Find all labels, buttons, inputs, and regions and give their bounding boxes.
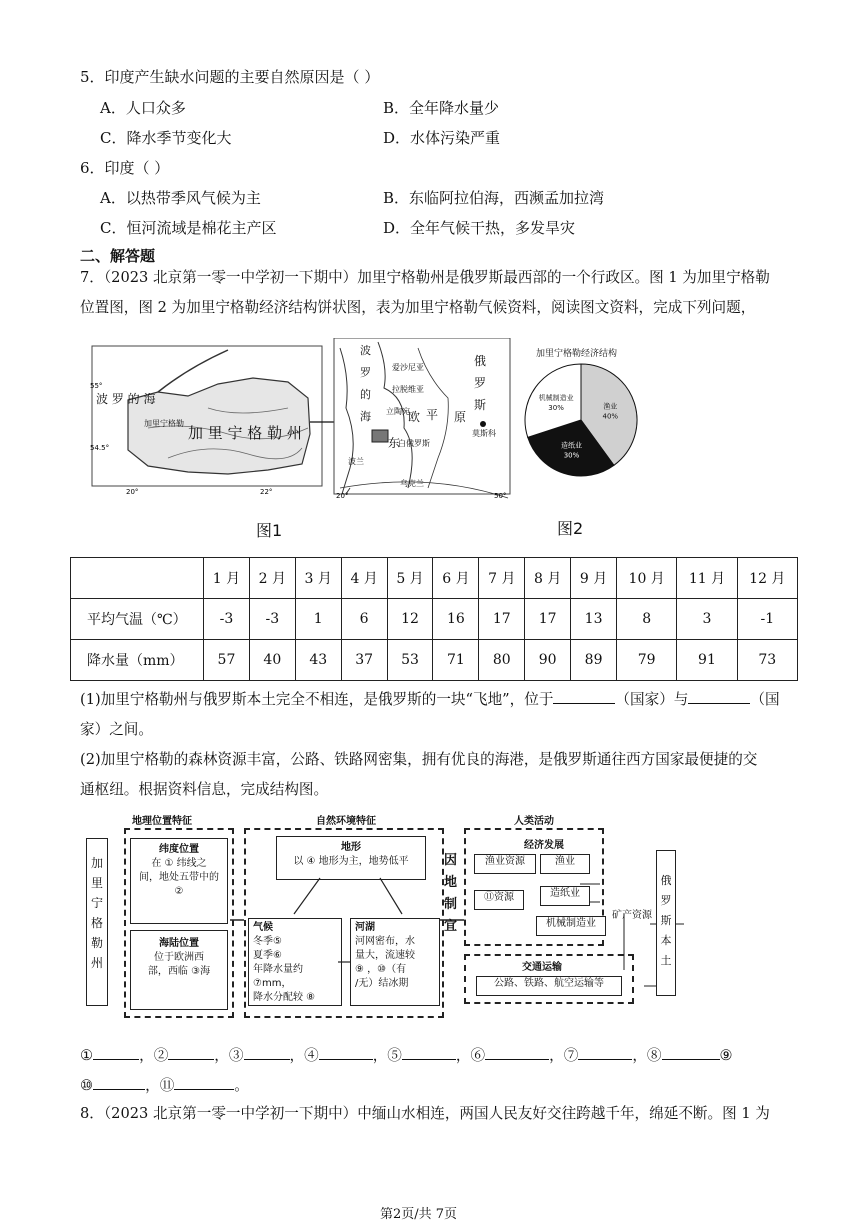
precip-cell: 91 — [677, 640, 737, 681]
month-header: 3 月 — [295, 558, 341, 599]
diagram-arrows — [84, 810, 784, 1020]
answer-label: ，④ — [289, 1047, 319, 1064]
map2-sea-char: 波 — [360, 344, 371, 357]
map2-russia-char: 罗 — [474, 376, 487, 390]
temp-cell: 6 — [341, 599, 387, 640]
adapt-label — [444, 850, 460, 938]
answer-label: ，⑪ — [145, 1077, 175, 1094]
answer-blank-7[interactable] — [578, 1045, 632, 1060]
answer-blank-1[interactable] — [93, 1045, 139, 1060]
table-row-temperature — [71, 599, 798, 640]
answer-label: ，⑦ — [549, 1047, 579, 1064]
map1-city-label: 加里宁格勒 — [144, 419, 184, 428]
q5-stem: 5．印度产生缺水问题的主要自然原因是（ ） — [80, 68, 380, 86]
map2-russia-char: 俄 — [474, 354, 487, 368]
precip-cell: 73 — [737, 640, 797, 681]
map2-country-estonia: 爱沙尼亚 — [392, 363, 424, 372]
resource11-box: ⑪资源 — [474, 890, 524, 910]
sub1-line2: 家）之间。 — [80, 721, 153, 738]
side-char: 州 — [90, 956, 103, 970]
answer-blank-3[interactable] — [244, 1045, 290, 1060]
temperature-label: 平均气温（℃） — [71, 599, 204, 640]
answer-label: 。 — [234, 1077, 249, 1094]
answer-blank-11[interactable] — [174, 1075, 234, 1090]
adapt-char: 制 — [444, 897, 458, 912]
map2-country-lithuania: 立陶宛 — [386, 407, 410, 416]
side-char: 里 — [90, 876, 103, 890]
fishery-box: 渔业 — [540, 854, 590, 874]
russia-char: 斯 — [660, 914, 672, 927]
sub1-text-b: （国家）与 — [615, 691, 689, 708]
q7-intro-line2: 位置图，图 2 为加里宁格勒经济结构饼状图，表为加里宁格勒气候资料，阅读图文资料，完成下列问题， — [80, 299, 756, 316]
sub1-line1 — [80, 688, 780, 709]
table-row-precipitation — [71, 640, 798, 681]
q6-option-b: B．东临阿拉伯海，西濒孟加拉湾 — [383, 189, 605, 207]
latitude-line: 间，地处五带中的 — [139, 872, 219, 883]
temp-cell: -3 — [204, 599, 250, 640]
map2-country-ukraine: 乌克兰 — [400, 479, 424, 488]
climate-line: 冬季⑤ — [253, 936, 282, 947]
figure1-maps — [88, 338, 516, 500]
q6-option-d: D．全年气候干热，多发旱灾 — [383, 219, 576, 237]
map1-lat-55: 55° — [90, 382, 103, 390]
map2-lon-50: 50° — [494, 492, 507, 500]
answer-label: ⑩ — [80, 1077, 94, 1094]
q5-option-a: A．人口众多 — [100, 99, 186, 117]
page-footer: 第2页/共 7页 — [380, 1207, 458, 1222]
terrain-text: 以 ④ 地形为主，地势低平 — [293, 856, 409, 867]
temp-cell: 12 — [387, 599, 433, 640]
pie-pct-1: 30% — [563, 451, 580, 460]
figure1-caption: 图1 — [256, 521, 283, 540]
sub1-text-c: （国 — [750, 691, 780, 708]
answer-blank-2[interactable] — [168, 1045, 214, 1060]
landsea-title: 海陆位置 — [159, 938, 199, 949]
month-header: 11 月 — [677, 558, 737, 599]
temp-cell: 3 — [677, 599, 737, 640]
answer-label: ⑨ — [719, 1047, 733, 1064]
side-char: 宁 — [90, 896, 103, 910]
q7-intro-line1: 7．（2023 北京第一零一中学初一下期中）加里宁格勒州是俄罗斯最西部的一个行政区。图 1 为加里宁格勒 — [80, 269, 770, 286]
map2-plain-char: 欧 — [408, 410, 421, 424]
map1-region-label: 加 里 宁 格 勒 州 — [188, 424, 302, 442]
table-corner-cell — [71, 558, 204, 599]
answer-blank-10[interactable] — [93, 1075, 145, 1090]
side-char: 加 — [90, 856, 103, 870]
landsea-line: 部，西临 ③海 — [147, 966, 211, 977]
map2-sea-char: 海 — [360, 410, 371, 423]
map2-country-belarus: 白俄罗斯 — [398, 439, 430, 448]
precip-cell: 53 — [387, 640, 433, 681]
precip-cell: 89 — [571, 640, 617, 681]
answer-blank-8[interactable] — [662, 1045, 720, 1060]
precip-cell: 80 — [479, 640, 525, 681]
table-header-row — [71, 558, 798, 599]
answer-label: ，② — [139, 1047, 169, 1064]
month-header: 9 月 — [571, 558, 617, 599]
climate-line: 年降水量约⑦mm， — [253, 964, 303, 989]
answer-label: ，⑥ — [455, 1047, 486, 1064]
adapt-char: 地 — [444, 875, 458, 890]
temp-cell: 13 — [571, 599, 617, 640]
section-title: 二、解答题 — [80, 247, 156, 265]
climate-line: 夏季⑥ — [253, 950, 282, 961]
human-title: 人类活动 — [514, 816, 554, 827]
russia-char: 罗 — [660, 894, 672, 907]
river-line: ⑨ ，⑩（有 — [355, 964, 407, 975]
econ-title: 经济发展 — [524, 840, 564, 851]
sub2-line2: 通枢纽。根据资料信息，完成结构图。 — [80, 781, 329, 798]
geo-title: 地理位置特征 — [132, 816, 192, 827]
climate-line: 降水分配较 ⑧ — [253, 992, 316, 1003]
terrain-title: 地形 — [341, 842, 361, 853]
q6-option-c: C．恒河流域是棉花主产区 — [100, 219, 277, 237]
precip-cell: 43 — [295, 640, 341, 681]
month-header: 5 月 — [387, 558, 433, 599]
latitude-title: 纬度位置 — [159, 844, 199, 855]
map2-sea-char: 罗 — [360, 366, 371, 379]
month-header: 1 月 — [204, 558, 250, 599]
temp-cell: 17 — [525, 599, 571, 640]
answer-line1 — [80, 1044, 733, 1065]
precip-cell: 40 — [249, 640, 295, 681]
answer-blank-6[interactable] — [485, 1045, 549, 1060]
mineral-label: 矿产资源 — [612, 910, 652, 921]
temp-cell: 16 — [433, 599, 479, 640]
map2-country-poland: 波兰 — [348, 457, 364, 466]
map2-lon-20: 20° — [336, 492, 349, 500]
q6-option-a: A．以热带季风气候为主 — [100, 189, 261, 207]
q8-line1: 8．（2023 北京第一零一中学初一下期中）中缅山水相连，两国人民友好交往跨越千年，绵延不断。图 1 为 — [80, 1105, 770, 1122]
pie-label-0: 渔业 — [603, 402, 618, 411]
pie-label-1: 造纸业 — [560, 441, 582, 450]
river-line: /无）结冰期 — [355, 978, 409, 989]
map1-lon-22: 22° — [260, 488, 273, 496]
climate-table — [70, 557, 798, 681]
paper-industry-box: 造纸业 — [540, 886, 590, 906]
sub2-line1: (2)加里宁格勒的森林资源丰富，公路、铁路网密集，拥有优良的海港，是俄罗斯通往西方国家最便捷的交 — [80, 751, 758, 768]
precip-cell: 71 — [433, 640, 479, 681]
machinery-box: 机械制造业 — [536, 916, 606, 936]
q5-option-d: D．水体污染严重 — [383, 129, 501, 147]
russia-mainland-box — [656, 850, 676, 996]
river-line: 河网密布，水 — [355, 936, 415, 947]
sub1-text-a: (1)加里宁格勒州与俄罗斯本土完全不相连，是俄罗斯的一块“飞地”，位于 — [80, 691, 554, 708]
transport-box: 公路、铁路、航空运输等 — [476, 976, 622, 996]
q6-stem: 6．印度（ ） — [80, 159, 170, 177]
answer-label: ，⑧ — [632, 1047, 662, 1064]
answer-label: ，⑤ — [372, 1047, 402, 1064]
month-header: 2 月 — [249, 558, 295, 599]
answer-label: ① — [80, 1047, 94, 1064]
pie-chart-svg — [516, 360, 646, 480]
q5-option-b: B．全年降水量少 — [383, 99, 500, 117]
side-char: 勒 — [90, 936, 103, 950]
climate-title: 气候 — [253, 922, 273, 933]
map1-sea-label: 波 罗 的 海 — [96, 392, 156, 406]
fish-resource-box: 渔业资源 — [474, 854, 536, 874]
map2-russia-char: 斯 — [474, 398, 487, 412]
pie-label-2: 机械制造业 — [538, 393, 574, 402]
month-header: 12 月 — [737, 558, 797, 599]
map2-moscow-label: 莫斯科 — [472, 429, 496, 438]
map2-country-latvia: 拉脱维亚 — [392, 385, 424, 394]
month-header: 10 月 — [617, 558, 677, 599]
precip-cell: 37 — [341, 640, 387, 681]
russia-char: 俄 — [660, 874, 672, 887]
adapt-char: 因 — [444, 853, 458, 868]
sub1-blank-country2[interactable] — [688, 689, 750, 704]
pie-pct-0: 40% — [602, 412, 619, 421]
landsea-line: 位于欧洲西 — [154, 952, 204, 963]
temp-cell: 1 — [295, 599, 341, 640]
structure-diagram — [84, 810, 784, 1020]
answer-blank-4[interactable] — [319, 1045, 373, 1060]
map2-plain-char: 平 — [426, 408, 439, 422]
precip-cell: 79 — [617, 640, 677, 681]
month-header: 7 月 — [479, 558, 525, 599]
map1-lat-54: 54.5° — [90, 444, 110, 452]
temp-cell: 8 — [617, 599, 677, 640]
map2-plain-char: 东 — [388, 436, 401, 450]
answer-label: ，③ — [214, 1047, 244, 1064]
latitude-line: ② — [174, 886, 184, 897]
temp-cell: 17 — [479, 599, 525, 640]
nat-title: 自然环境特征 — [316, 816, 376, 827]
side-char: 格 — [90, 916, 103, 930]
month-header: 6 月 — [433, 558, 479, 599]
answer-line2 — [80, 1074, 249, 1095]
map2-plain-char: 原 — [454, 410, 467, 424]
temp-cell: -1 — [737, 599, 797, 640]
russia-char: 本 — [660, 934, 672, 947]
map1-lon-20: 20° — [126, 488, 139, 496]
month-header: 8 月 — [525, 558, 571, 599]
precip-cell: 90 — [525, 640, 571, 681]
month-header: 4 月 — [341, 558, 387, 599]
precip-cell: 57 — [204, 640, 250, 681]
russia-char: 土 — [660, 954, 672, 967]
transport-title: 交通运输 — [522, 962, 562, 973]
pie-title: 加里宁格勒经济结构 — [536, 349, 618, 359]
river-line: 量大，流速较 — [355, 950, 415, 961]
river-title: 河湖 — [355, 922, 375, 933]
figure2-caption: 图2 — [557, 519, 584, 538]
map2-sea-char: 的 — [360, 388, 371, 401]
pie-pct-2: 30% — [548, 403, 564, 412]
answer-blank-5[interactable] — [402, 1045, 456, 1060]
temp-cell: -3 — [249, 599, 295, 640]
map2-sea-label — [360, 340, 374, 428]
figure2-pie — [516, 346, 646, 476]
precipitation-label: 降水量（mm） — [71, 640, 204, 681]
latitude-line: 在 ① 纬线之 — [151, 858, 207, 869]
q5-option-c: C．降水季节变化大 — [100, 129, 232, 147]
adapt-char: 宜 — [444, 919, 458, 934]
sub1-blank-country1[interactable] — [553, 689, 615, 704]
